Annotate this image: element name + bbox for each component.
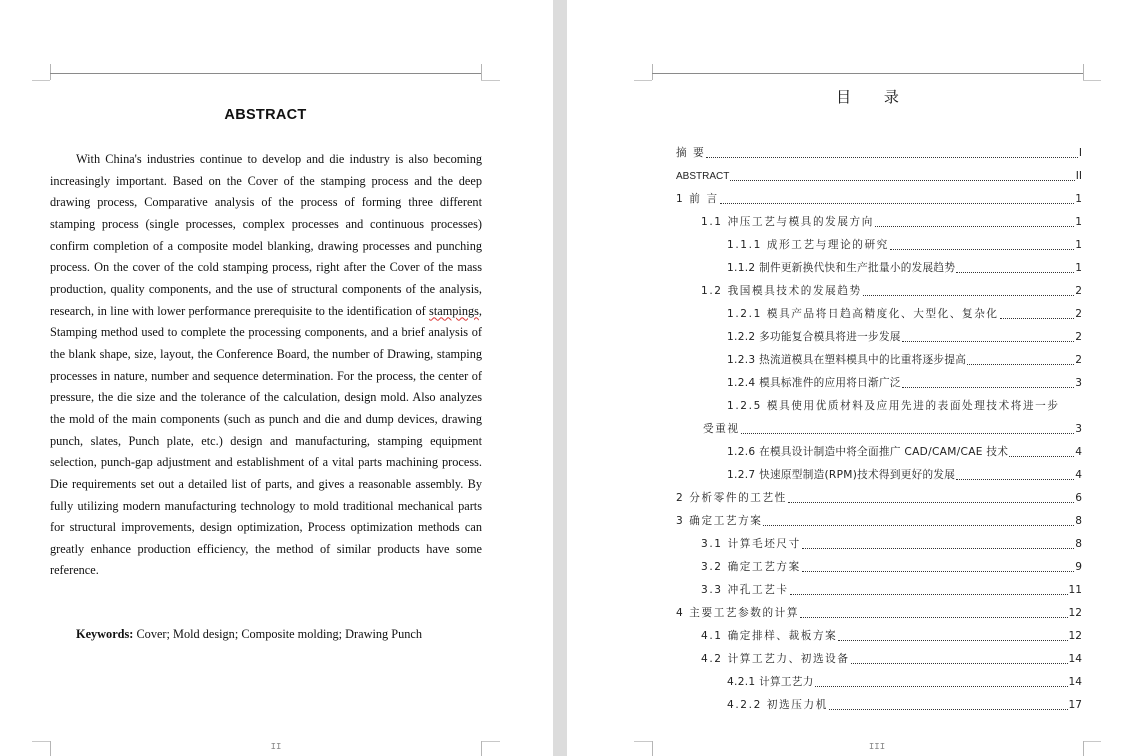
toc-dot-leader	[838, 640, 1067, 641]
abstract-paragraph	[50, 149, 482, 582]
crop-mark-bottom-left-h	[634, 741, 652, 742]
toc-entry-title: 1.2.2 多功能复合模具将进一步发展	[727, 331, 901, 343]
toc-entry[interactable]	[676, 487, 1082, 510]
keywords-value: Cover; Mold design; Composite molding; Drawing Punch	[133, 627, 423, 641]
toc-entry-title: 1.1.1 成形工艺与理论的研究	[727, 239, 889, 251]
toc-dot-leader	[763, 525, 1074, 526]
toc-dot-leader	[851, 663, 1068, 664]
toc-entry-title: 2 分析零件的工艺性	[676, 492, 787, 504]
toc-dot-leader	[890, 249, 1074, 250]
toc-entry[interactable]	[676, 510, 1082, 533]
toc-dot-leader	[956, 479, 1074, 480]
toc-entry-page: 9	[1075, 561, 1082, 573]
toc-entry-title: 4 主要工艺参数的计算	[676, 607, 800, 619]
crop-mark-top-left-h	[634, 80, 652, 81]
toc-entry-page: 4	[1075, 446, 1082, 458]
crop-mark-top-right-h	[481, 80, 500, 81]
crop-mark-bottom-left-h	[32, 741, 50, 742]
crop-mark-bottom-right-h	[1083, 741, 1101, 742]
toc-entry-title: 1.2.1 模具产品将日趋高精度化、大型化、复杂化	[727, 308, 999, 320]
crop-mark-top-left	[652, 64, 653, 80]
toc-entry-title: 1.1 冲压工艺与模具的发展方向	[701, 216, 874, 228]
toc-entry-page: 1	[1075, 262, 1082, 274]
toc-entry-page: 17	[1068, 699, 1082, 711]
toc-dot-leader	[902, 387, 1075, 388]
keywords-label: Keywords:	[76, 627, 134, 641]
page-number: III	[868, 742, 886, 752]
toc-entry[interactable]	[676, 441, 1082, 464]
toc-dot-leader	[829, 709, 1068, 710]
page-gutter	[553, 0, 567, 756]
crop-mark-bottom-left	[50, 741, 51, 756]
toc-entry-title: 1.2.6 在模具设计制造中将全面推广 CAD/CAM/CAE 技术	[727, 446, 1009, 458]
toc-entry[interactable]	[676, 671, 1082, 694]
toc-entry-title: 摘 要	[676, 147, 706, 159]
toc-entry-page: 11	[1068, 584, 1082, 596]
toc-entry-title: 4.2.1 计算工艺力	[727, 676, 814, 688]
toc-entry-title: 1.1.2 制件更新换代快和生产批量小的发展趋势	[727, 262, 956, 274]
toc-entry-page: 1	[1075, 239, 1082, 251]
toc-entry[interactable]	[676, 372, 1082, 395]
toc-entry-title: 1.2.5 模具使用优质材料及应用先进的表面处理技术将进一步	[727, 400, 1060, 412]
toc-entry-title: 3.1 计算毛坯尺寸	[701, 538, 801, 550]
toc-dot-leader	[741, 433, 1075, 434]
page-number: II	[270, 742, 282, 752]
toc-entry-title: 1.2 我国模具技术的发展趋势	[701, 285, 862, 297]
crop-mark-bottom-left	[652, 741, 653, 756]
toc-dot-leader	[875, 226, 1074, 227]
header-rule	[50, 73, 481, 74]
toc-entry-page: 3	[1075, 423, 1082, 435]
toc-entry-page: 12	[1068, 607, 1082, 619]
toc-dot-leader	[706, 157, 1078, 158]
crop-mark-bottom-right	[481, 741, 482, 756]
toc-dot-leader	[815, 686, 1068, 687]
toc-entry[interactable]	[676, 280, 1082, 303]
toc-entry[interactable]	[676, 625, 1082, 648]
toc-entry-page: 8	[1075, 538, 1082, 550]
toc-entry-title: 3 确定工艺方案	[676, 515, 763, 527]
toc-entry-page: II	[1075, 170, 1082, 182]
table-of-contents	[676, 142, 1082, 717]
toc-entry[interactable]	[676, 556, 1082, 579]
crop-mark-top-left	[50, 64, 51, 80]
toc-dot-leader	[730, 180, 1074, 181]
toc-entry[interactable]	[676, 188, 1082, 211]
toc-entry-page: 3	[1075, 377, 1082, 389]
toc-entry[interactable]	[676, 533, 1082, 556]
abstract-text-part2: , Stamping method used to complete the processing components, and a brief analysis of the blank shape, size, layout, the Conference Board, the number of Drawing, stamping processes in nature, number and sequence determination. For the process, the center of pressure, the die size and the tolerance of the calculation, design mold. Also analyzes the mold of the main components (such as punch and die and dump devices, drawing punch, slates, Punch plate, etc.) design and manufacturing, stamping equipment selection, punch-gap adjustment and establishment of a vital parts machining process. Die requirements set out a detailed list of parts, and gives a reasonable assembly. By fully utilizing modern manufacturing technology to mold traditional mechanical parts for structural improvements, design optimization, Process optimization methods can greatly enhance production efficiency, the method of similar products have some reference.	[50, 303, 482, 578]
toc-entry-page: 4	[1075, 469, 1082, 481]
toc-dot-leader	[1009, 456, 1074, 457]
toc-entry-page: 6	[1075, 492, 1082, 504]
toc-entry[interactable]	[676, 602, 1082, 625]
toc-entry-title: 4.2.2 初选压力机	[727, 699, 828, 711]
toc-entry[interactable]	[676, 418, 1082, 441]
toc-dot-leader	[720, 203, 1075, 204]
toc-entry-page: 12	[1068, 630, 1082, 642]
toc-dot-leader	[790, 594, 1068, 595]
toc-entry-page: 8	[1075, 515, 1082, 527]
toc-dot-leader	[956, 272, 1074, 273]
toc-entry[interactable]	[676, 303, 1082, 326]
toc-entry[interactable]	[676, 395, 1082, 418]
toc-entry-page: 1	[1075, 193, 1082, 205]
toc-dot-leader	[863, 295, 1075, 296]
abstract-title: ABSTRACT	[224, 107, 307, 123]
toc-entry-page: 2	[1075, 285, 1082, 297]
toc-entry-title: ABSTRACT	[676, 171, 730, 182]
toc-entry-title: 受重视	[703, 423, 740, 435]
toc-entry-page: 2	[1075, 331, 1082, 343]
toc-dot-leader	[1000, 318, 1075, 319]
toc-entry[interactable]	[676, 349, 1082, 372]
crop-mark-top-right	[1083, 64, 1084, 80]
toc-dot-leader	[967, 364, 1074, 365]
toc-entry-page: 14	[1068, 676, 1082, 688]
crop-mark-bottom-right-h	[481, 741, 500, 742]
toc-entry[interactable]	[676, 234, 1082, 257]
toc-dot-leader	[802, 548, 1074, 549]
toc-entry-title: 1.2.7 快速原型制造(RPM)技术得到更好的发展	[727, 469, 956, 481]
crop-mark-top-right-h	[1083, 80, 1101, 81]
toc-entry-title: 4.1 确定排样、裁板方案	[701, 630, 838, 642]
header-rule	[652, 73, 1083, 74]
crop-mark-top-left-h	[32, 80, 50, 81]
abstract-body	[50, 149, 482, 582]
toc-entry[interactable]	[676, 694, 1082, 717]
toc-entry-title: 1.2.3 热流道模具在塑料模具中的比重将逐步提高	[727, 354, 967, 366]
toc-entry[interactable]	[676, 142, 1082, 165]
toc-entry[interactable]	[676, 165, 1082, 188]
toc-dot-leader	[902, 341, 1075, 342]
crop-mark-bottom-right	[1083, 741, 1084, 756]
toc-entry[interactable]	[676, 648, 1082, 671]
toc-entry-title: 1.2.4 模具标准件的应用将日渐广泛	[727, 377, 901, 389]
toc-entry-page: 2	[1075, 308, 1082, 320]
toc-entry[interactable]	[676, 326, 1082, 349]
spellcheck-flagged-word[interactable]: stampings	[429, 303, 479, 318]
toc-entry-page: I	[1078, 147, 1082, 159]
keywords-line	[76, 627, 422, 642]
toc-entry[interactable]	[676, 211, 1082, 234]
abstract-text-part1: With China's industries continue to develop and die industry is also becoming increasingly important. Based on the Cover of the stamping process and the deep drawing process, Comparative analysis of the process of forming three different stamping process (single processes, complex processes and continuous processes) confirm completion of a composite model blanking, drawing processes and punching process. On the cover of the cold stamping process, right after the Cover of the mass production, quality components, and the use of structural components of the analysis, research, in line with lower performance prerequisite to the identification of	[50, 152, 482, 318]
crop-mark-top-right	[481, 64, 482, 80]
toc-dot-leader	[800, 617, 1067, 618]
toc-title: 目 录	[836, 88, 913, 106]
toc-entry[interactable]	[676, 579, 1082, 602]
toc-entry-page: 2	[1075, 354, 1082, 366]
toc-entry-title: 3.3 冲孔工艺卡	[701, 584, 789, 596]
toc-dot-leader	[788, 502, 1074, 503]
toc-entry-page: 1	[1075, 216, 1082, 228]
toc-dot-leader	[802, 571, 1074, 572]
toc-entry-title: 4.2 计算工艺力、初选设备	[701, 653, 850, 665]
toc-entry[interactable]	[676, 257, 1082, 280]
toc-entry-title: 1 前 言	[676, 193, 719, 205]
toc-entry[interactable]	[676, 464, 1082, 487]
toc-entry-title: 3.2 确定工艺方案	[701, 561, 801, 573]
toc-entry-page: 14	[1068, 653, 1082, 665]
